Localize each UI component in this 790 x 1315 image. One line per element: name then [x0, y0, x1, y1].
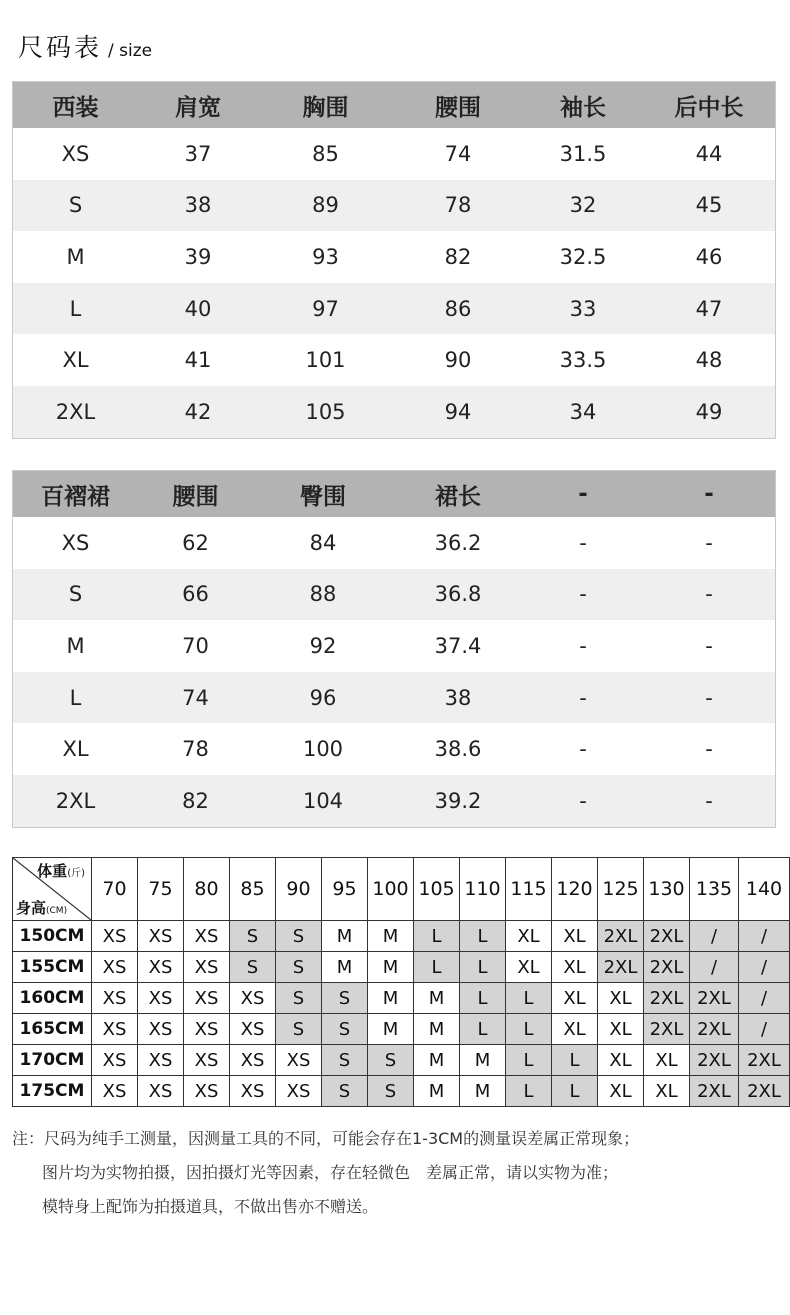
- table-cell: 39: [184, 244, 212, 269]
- table-cell: 37.4: [434, 633, 482, 658]
- size-cell: S: [322, 1014, 368, 1045]
- note-line: 图片均为实物拍摄，因拍摄灯光等因素，存在轻微色 差属正常，请以实物为准；: [42, 1163, 619, 1182]
- table-cell: 85: [312, 141, 339, 166]
- header-cell: 臀围: [300, 483, 346, 510]
- table-cell: 93: [312, 244, 339, 269]
- size-cell: XS: [184, 921, 230, 952]
- table-cell: 41: [184, 348, 212, 373]
- size-cell: S: [322, 1076, 368, 1107]
- size-cell: S: [276, 983, 322, 1014]
- size-cell: 2XL: [739, 1076, 790, 1107]
- size-cell: S: [322, 1045, 368, 1076]
- title-sub: / size: [108, 41, 153, 61]
- table-cell: 90: [444, 348, 472, 373]
- size-cell: XS: [184, 983, 230, 1014]
- table-cell: 94: [444, 399, 472, 424]
- table-cell: 86: [444, 296, 472, 321]
- header-cell: 百褶裙: [41, 483, 110, 510]
- size-cell: S: [230, 921, 276, 952]
- weight-header-cell: 95: [322, 858, 368, 921]
- table-cell: -: [579, 582, 587, 607]
- size-cell: M: [322, 921, 368, 952]
- size-cell: L: [552, 1045, 598, 1076]
- table-cell: -: [705, 633, 713, 658]
- table-row: [13, 620, 775, 672]
- weight-header-cell: 80: [184, 858, 230, 921]
- table-cell: XL: [62, 737, 89, 762]
- table-cell: 74: [444, 141, 472, 166]
- size-cell: S: [276, 952, 322, 983]
- table-cell: 82: [182, 788, 209, 813]
- table-cell: 78: [444, 193, 472, 218]
- weight-header-cell: 100: [368, 858, 414, 921]
- suit-size-table: [12, 81, 776, 439]
- size-cell: S: [276, 921, 322, 952]
- table-cell: 82: [444, 244, 472, 269]
- header-cell: -: [704, 481, 714, 507]
- size-cell: XL: [552, 921, 598, 952]
- height-label-cell: 175CM: [13, 1076, 92, 1107]
- weight-header-cell: 70: [92, 858, 138, 921]
- size-cell: /: [739, 1014, 790, 1045]
- table-row: [13, 952, 790, 983]
- weight-header-cell: 115: [506, 858, 552, 921]
- table-cell: 36.8: [434, 582, 482, 607]
- header-cell: 腰围: [172, 483, 219, 510]
- table-cell: 88: [309, 582, 337, 607]
- weight-header-cell: 130: [644, 858, 690, 921]
- size-cell: 2XL: [739, 1045, 790, 1076]
- table-cell: 104: [302, 788, 344, 813]
- size-cell: M: [368, 983, 414, 1014]
- header-cell: 肩宽: [175, 94, 221, 121]
- weight-header-cell: 85: [230, 858, 276, 921]
- size-cell: XS: [184, 1076, 230, 1107]
- size-cell: XS: [92, 983, 138, 1014]
- table-cell: 32.5: [559, 244, 607, 269]
- size-cell: XS: [184, 1045, 230, 1076]
- size-cell: L: [460, 983, 506, 1014]
- header-cell: 后中长: [674, 94, 744, 121]
- table-cell: 62: [182, 530, 209, 555]
- size-cell: XS: [184, 952, 230, 983]
- size-cell: L: [460, 952, 506, 983]
- size-cell: 2XL: [690, 1045, 739, 1076]
- size-cell: XL: [552, 1014, 598, 1045]
- table-cell: -: [705, 582, 713, 607]
- table-row: [13, 180, 775, 232]
- size-cell: /: [739, 952, 790, 983]
- table-cell: 31.5: [559, 141, 607, 166]
- table-row: [13, 1076, 790, 1107]
- size-cell: 2XL: [598, 952, 644, 983]
- table-cell: 42: [184, 399, 212, 424]
- size-cell: XS: [92, 921, 138, 952]
- table-cell: 100: [302, 737, 344, 762]
- size-cell: L: [460, 921, 506, 952]
- skirt-size-table: [12, 470, 776, 828]
- table-cell: 78: [182, 737, 209, 762]
- size-cell: XL: [598, 983, 644, 1014]
- height-label-cell: 160CM: [13, 983, 92, 1014]
- size-cell: L: [506, 1045, 552, 1076]
- size-cell: L: [414, 952, 460, 983]
- size-cell: XS: [276, 1045, 322, 1076]
- table-cell: -: [705, 788, 713, 813]
- size-cell: 2XL: [644, 1014, 690, 1045]
- table-cell: 89: [312, 193, 339, 218]
- table-cell: 40: [184, 296, 212, 321]
- table-corner-cell: [13, 858, 92, 921]
- header-cell: 西装: [52, 94, 99, 121]
- table-cell: 49: [695, 399, 723, 424]
- table-cell: 46: [695, 244, 723, 269]
- weight-height-size-table: [12, 857, 790, 1107]
- table-cell: 34: [569, 399, 597, 424]
- table-row: [13, 231, 775, 283]
- size-cell: XS: [92, 1014, 138, 1045]
- size-cell: M: [414, 983, 460, 1014]
- size-cell: XL: [644, 1076, 690, 1107]
- table-cell: L: [69, 685, 82, 710]
- table-row: [13, 921, 790, 952]
- size-cell: XS: [230, 983, 276, 1014]
- header-cell: -: [578, 481, 588, 507]
- table-cell: 92: [309, 633, 337, 658]
- size-cell: M: [414, 1045, 460, 1076]
- table-cell: 105: [305, 399, 346, 424]
- height-label-cell: 155CM: [13, 952, 92, 983]
- size-cell: XL: [552, 952, 598, 983]
- size-cell: XS: [138, 1014, 184, 1045]
- table-cell: 48: [695, 348, 723, 373]
- size-cell: XS: [92, 952, 138, 983]
- table-cell: 44: [695, 141, 723, 166]
- table-cell: XS: [61, 141, 90, 166]
- size-cell: XS: [230, 1076, 276, 1107]
- table-header-row: [13, 82, 775, 128]
- size-cell: XL: [644, 1045, 690, 1076]
- table-cell: 74: [182, 685, 209, 710]
- size-cell: 2XL: [598, 921, 644, 952]
- note-line: 注：尺码为纯手工测量，因测量工具的不同，可能会存在1-3CM的测量误差属正常现象；: [12, 1129, 640, 1148]
- size-cell: /: [739, 983, 790, 1014]
- size-cell: M: [460, 1076, 506, 1107]
- table-row: [13, 569, 775, 621]
- table-cell: -: [705, 737, 713, 762]
- size-cell: XS: [230, 1014, 276, 1045]
- table-row: [13, 1045, 790, 1076]
- size-cell: L: [506, 983, 552, 1014]
- size-cell: L: [414, 921, 460, 952]
- table-cell: S: [68, 582, 83, 607]
- size-cell: /: [690, 921, 739, 952]
- size-cell: S: [276, 1014, 322, 1045]
- height-label-cell: 150CM: [13, 921, 92, 952]
- header-cell: 腰围: [435, 94, 481, 121]
- size-cell: XL: [506, 952, 552, 983]
- size-cell: M: [322, 952, 368, 983]
- table-cell: 2XL: [55, 399, 96, 424]
- size-cell: XS: [276, 1076, 322, 1107]
- size-cell: M: [460, 1045, 506, 1076]
- size-cell: L: [552, 1076, 598, 1107]
- table-cell: 37: [184, 141, 212, 166]
- size-cell: 2XL: [644, 952, 690, 983]
- table-cell: 33.5: [559, 348, 607, 373]
- size-cell: XS: [138, 952, 184, 983]
- table-cell: M: [66, 633, 85, 658]
- size-cell: XL: [598, 1076, 644, 1107]
- header-cell: 裙长: [435, 483, 481, 510]
- table-row: [13, 517, 775, 569]
- table-cell: -: [705, 530, 713, 555]
- table-cell: 47: [695, 296, 723, 321]
- weight-header-cell: 75: [138, 858, 184, 921]
- table-header-row: [13, 471, 775, 517]
- size-cell: XS: [184, 1014, 230, 1045]
- table-cell: -: [579, 685, 587, 710]
- table-cell: -: [579, 530, 587, 555]
- size-cell: XS: [138, 983, 184, 1014]
- size-cell: XL: [506, 921, 552, 952]
- table-cell: L: [69, 296, 82, 321]
- size-cell: S: [230, 952, 276, 983]
- table-cell: 66: [182, 582, 209, 607]
- table-cell: 70: [182, 633, 209, 658]
- weight-axis-label: 体重(斤): [37, 862, 85, 880]
- size-cell: L: [460, 1014, 506, 1045]
- weight-header-cell: 135: [690, 858, 739, 921]
- size-cell: L: [506, 1076, 552, 1107]
- table-row: [13, 672, 775, 724]
- size-cell: M: [368, 921, 414, 952]
- size-cell: S: [368, 1076, 414, 1107]
- weight-header-cell: 105: [414, 858, 460, 921]
- size-cell: /: [739, 921, 790, 952]
- page-title: [18, 28, 152, 62]
- table-cell: 36.2: [434, 530, 482, 555]
- size-cell: /: [690, 952, 739, 983]
- size-cell: M: [368, 1014, 414, 1045]
- table-cell: 84: [309, 530, 337, 555]
- table-cell: S: [68, 193, 83, 218]
- table-cell: 2XL: [55, 788, 96, 813]
- size-cell: XS: [138, 921, 184, 952]
- table-row: [13, 386, 775, 438]
- weight-header-cell: 125: [598, 858, 644, 921]
- height-axis-label: 身高(CM): [16, 899, 68, 917]
- weight-header-cell: 90: [276, 858, 322, 921]
- table-row: [13, 1014, 790, 1045]
- table-cell: 96: [309, 685, 337, 710]
- table-row: [13, 128, 775, 180]
- size-cell: XS: [92, 1045, 138, 1076]
- size-cell: 2XL: [690, 1014, 739, 1045]
- table-cell: -: [579, 633, 587, 658]
- table-cell: 33: [569, 296, 597, 321]
- table-cell: 97: [312, 296, 339, 321]
- table-row: [13, 334, 775, 386]
- weight-header-cell: 110: [460, 858, 506, 921]
- table-cell: 38: [184, 193, 212, 218]
- table-cell: 101: [305, 348, 346, 373]
- note-line: 模特身上配饰为拍摄道具，不做出售亦不赠送。: [42, 1197, 379, 1216]
- size-cell: 2XL: [690, 983, 739, 1014]
- size-cell: 2XL: [644, 983, 690, 1014]
- size-cell: M: [414, 1076, 460, 1107]
- title-main: 尺码表: [18, 33, 103, 62]
- size-cell: 2XL: [644, 921, 690, 952]
- weight-header-cell: 120: [552, 858, 598, 921]
- size-cell: M: [368, 952, 414, 983]
- table-row: [13, 983, 790, 1014]
- table-cell: M: [66, 244, 85, 269]
- height-label-cell: 165CM: [13, 1014, 92, 1045]
- table-cell: -: [705, 685, 713, 710]
- table-cell: 38.6: [434, 737, 482, 762]
- size-cell: 2XL: [690, 1076, 739, 1107]
- size-cell: XL: [598, 1014, 644, 1045]
- table-cell: XS: [61, 530, 90, 555]
- size-cell: XS: [138, 1045, 184, 1076]
- table-cell: 45: [695, 193, 723, 218]
- height-label-cell: 170CM: [13, 1045, 92, 1076]
- table-cell: 39.2: [434, 788, 482, 813]
- notes: [12, 1122, 639, 1224]
- table-cell: 32: [569, 193, 597, 218]
- size-cell: M: [414, 1014, 460, 1045]
- size-cell: XS: [92, 1076, 138, 1107]
- size-cell: S: [368, 1045, 414, 1076]
- size-cell: XS: [230, 1045, 276, 1076]
- weight-header-cell: 140: [739, 858, 790, 921]
- table-row: [13, 283, 775, 335]
- table-cell: XL: [62, 348, 89, 373]
- header-cell: 袖长: [560, 94, 606, 121]
- table-cell: -: [579, 788, 587, 813]
- table-row: [13, 775, 775, 827]
- table-cell: 38: [444, 685, 472, 710]
- table-row: [13, 723, 775, 775]
- size-cell: L: [506, 1014, 552, 1045]
- header-cell: 胸围: [302, 94, 349, 121]
- size-cell: XL: [552, 983, 598, 1014]
- table-cell: -: [579, 737, 587, 762]
- size-cell: XS: [138, 1076, 184, 1107]
- size-cell: S: [322, 983, 368, 1014]
- size-cell: XL: [598, 1045, 644, 1076]
